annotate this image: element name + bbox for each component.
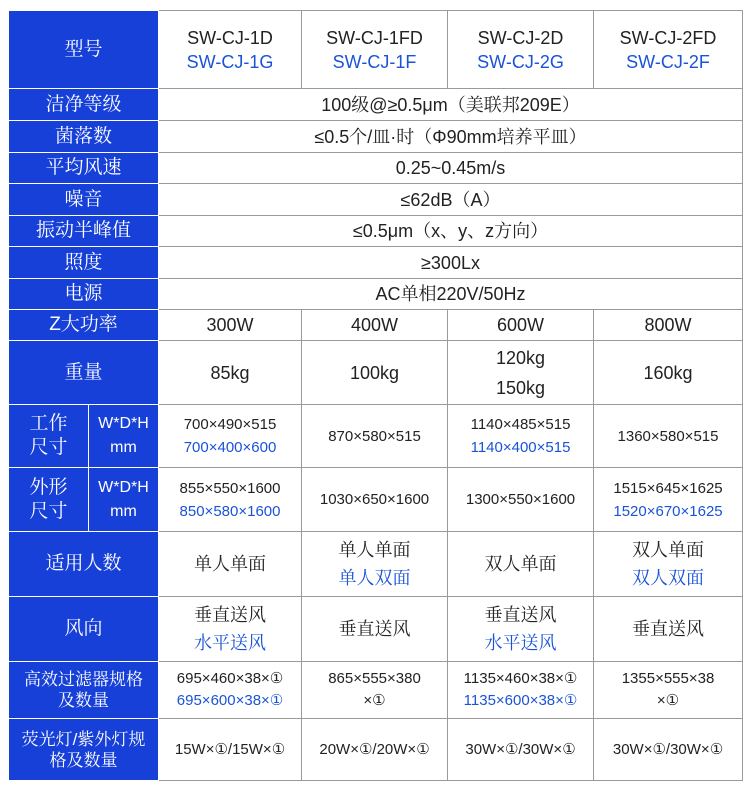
value-max-power: 300W xyxy=(159,310,302,341)
value-hepa xyxy=(594,662,743,719)
value-hepa xyxy=(302,662,448,719)
label-outer-size xyxy=(9,468,89,532)
hepa-alt: 695×600×38×① xyxy=(176,692,284,709)
row-airflow xyxy=(9,597,743,662)
label-users: 适用人数 xyxy=(9,532,159,597)
row-lamps xyxy=(9,719,743,781)
row-illumination xyxy=(9,247,743,279)
outer-size-label-bottom: 尺寸 xyxy=(29,500,68,522)
model-primary: SW-CJ-2D xyxy=(477,27,564,48)
value-lamps: 30W×①/30W×① xyxy=(448,719,594,781)
value-max-power: 600W xyxy=(448,310,594,341)
outer-size-main: 1300×550×1600 xyxy=(465,491,576,508)
label-hepa xyxy=(9,662,159,719)
unit-bottom: mm xyxy=(110,439,137,456)
users-main: 单人单面 xyxy=(338,540,411,560)
value-users xyxy=(594,532,743,597)
label-work-size xyxy=(9,405,89,468)
model-cell xyxy=(302,11,448,89)
users-main: 单人单面 xyxy=(194,554,267,574)
unit-top: W*D*H xyxy=(98,478,149,496)
model-primary: SW-CJ-1FD xyxy=(326,27,423,48)
outer-size-alt: 850×580×1600 xyxy=(179,502,281,520)
unit-work-size xyxy=(89,405,159,468)
value-noise: ≤62dB（A） xyxy=(159,184,743,216)
airflow-main: 垂直送风 xyxy=(338,619,411,639)
label-lamps xyxy=(9,719,159,781)
spec-table xyxy=(8,10,743,781)
hepa-main: 695×460×38×① xyxy=(176,670,284,687)
work-size-main: 700×490×515 xyxy=(183,416,277,433)
row-colonies xyxy=(9,121,743,153)
label-colonies: 菌落数 xyxy=(9,121,159,153)
value-airspeed: 0.25~0.45m/s xyxy=(159,153,743,184)
row-work-size xyxy=(9,405,743,468)
label-power-supply: 电源 xyxy=(9,279,159,310)
work-size-main: 870×580×515 xyxy=(328,427,421,445)
value-vibration: ≤0.5μm（x、y、z方向） xyxy=(159,216,743,247)
value-airflow xyxy=(159,597,302,662)
outer-size-main: 855×550×1600 xyxy=(179,479,281,497)
row-airspeed xyxy=(9,153,743,184)
value-lamps: 15W×①/15W×① xyxy=(159,719,302,781)
airflow-main: 垂直送风 xyxy=(194,605,267,625)
airflow-main: 垂直送风 xyxy=(632,619,705,639)
hepa-label-top: 高效过滤器规格 xyxy=(24,670,143,689)
spec-table-container xyxy=(8,10,743,781)
value-work-size xyxy=(302,405,448,468)
label-weight: 重量 xyxy=(9,341,159,405)
outer-size-main: 1515×645×1625 xyxy=(613,479,723,497)
hepa-alt: ×① xyxy=(363,692,386,709)
unit-outer-size xyxy=(89,468,159,532)
outer-size-label-top: 外形 xyxy=(29,476,68,498)
work-size-label-bottom: 尺寸 xyxy=(29,437,68,458)
value-power-supply: AC单相220V/50Hz xyxy=(159,279,743,310)
work-size-label-top: 工作 xyxy=(29,413,68,434)
value-hepa xyxy=(159,662,302,719)
value-work-size xyxy=(448,405,594,468)
label-noise: 噪音 xyxy=(9,184,159,216)
outer-size-alt: 1520×670×1625 xyxy=(613,502,723,520)
row-vibration xyxy=(9,216,743,247)
row-max-power xyxy=(9,310,743,341)
value-work-size xyxy=(159,405,302,468)
outer-size-main: 1030×650×1600 xyxy=(319,491,430,508)
work-size-alt: 1140×400×515 xyxy=(470,439,571,456)
hepa-main: 1355×555×38 xyxy=(621,670,715,687)
hepa-alt: 1135×600×38×① xyxy=(463,692,578,709)
airflow-alt: 水平送风 xyxy=(484,633,557,653)
airflow-main: 垂直送风 xyxy=(484,605,557,625)
users-main: 双人单面 xyxy=(632,540,705,560)
value-colonies: ≤0.5个/皿·时（Φ90mm培养平皿） xyxy=(159,121,743,153)
value-outer-size xyxy=(302,468,448,532)
model-alt: SW-CJ-2F xyxy=(626,51,710,72)
value-outer-size xyxy=(594,468,743,532)
row-hepa xyxy=(9,662,743,719)
weight-main: 85kg xyxy=(210,362,250,383)
value-max-power: 400W xyxy=(302,310,448,341)
value-weight xyxy=(302,341,448,405)
model-alt: SW-CJ-2G xyxy=(477,51,564,72)
value-users xyxy=(302,532,448,597)
unit-bottom: mm xyxy=(110,502,137,520)
weight-alt: 150kg xyxy=(495,377,546,398)
work-size-alt: 700×400×600 xyxy=(183,439,277,456)
model-primary: SW-CJ-2FD xyxy=(619,27,717,48)
work-size-main: 1360×580×515 xyxy=(617,427,719,445)
weight-main: 100kg xyxy=(349,362,400,383)
row-model xyxy=(9,11,743,89)
hepa-label-bottom: 及数量 xyxy=(58,691,109,710)
users-alt: 双人双面 xyxy=(632,568,705,588)
lamps-label-bottom: 格及数量 xyxy=(49,750,118,770)
row-outer-size xyxy=(9,468,743,532)
row-users xyxy=(9,532,743,597)
row-cleanliness xyxy=(9,89,743,121)
work-size-main: 1140×485×515 xyxy=(470,416,571,433)
hepa-main: 1135×460×38×① xyxy=(463,670,578,687)
value-lamps: 30W×①/30W×① xyxy=(594,719,743,781)
value-outer-size xyxy=(159,468,302,532)
users-main: 双人单面 xyxy=(484,554,557,574)
label-illumination: 照度 xyxy=(9,247,159,279)
value-airflow xyxy=(302,597,448,662)
value-hepa xyxy=(448,662,594,719)
value-illumination: ≥300Lx xyxy=(159,247,743,279)
users-alt: 单人双面 xyxy=(338,568,411,588)
value-outer-size xyxy=(448,468,594,532)
model-cell xyxy=(594,11,743,89)
value-airflow xyxy=(448,597,594,662)
value-weight xyxy=(159,341,302,405)
value-work-size xyxy=(594,405,743,468)
weight-main: 120kg xyxy=(495,347,546,368)
value-lamps: 20W×①/20W×① xyxy=(302,719,448,781)
hepa-alt: ×① xyxy=(656,692,680,709)
label-max-power: Z大功率 xyxy=(9,310,159,341)
row-weight xyxy=(9,341,743,405)
hepa-main: 865×555×380 xyxy=(328,670,421,687)
label-airspeed: 平均风速 xyxy=(9,153,159,184)
label-vibration: 振动半峰值 xyxy=(9,216,159,247)
model-alt: SW-CJ-1F xyxy=(332,51,417,72)
label-model: 型号 xyxy=(9,11,159,89)
model-primary: SW-CJ-1D xyxy=(187,27,273,48)
value-max-power: 800W xyxy=(594,310,743,341)
value-cleanliness: 100级@≥0.5μm（美联邦209E） xyxy=(159,89,743,121)
row-noise xyxy=(9,184,743,216)
label-airflow: 风向 xyxy=(9,597,159,662)
lamps-label-top: 荧光灯/紫外灯规 xyxy=(21,729,146,749)
value-weight xyxy=(594,341,743,405)
row-power-supply xyxy=(9,279,743,310)
label-cleanliness: 洁净等级 xyxy=(9,89,159,121)
value-users xyxy=(448,532,594,597)
value-users xyxy=(159,532,302,597)
model-alt: SW-CJ-1G xyxy=(186,51,274,72)
value-weight xyxy=(448,341,594,405)
model-cell xyxy=(159,11,302,89)
model-cell xyxy=(448,11,594,89)
airflow-alt: 水平送风 xyxy=(194,633,267,653)
unit-top: W*D*H xyxy=(98,415,149,432)
weight-main: 160kg xyxy=(643,362,693,383)
value-airflow xyxy=(594,597,743,662)
